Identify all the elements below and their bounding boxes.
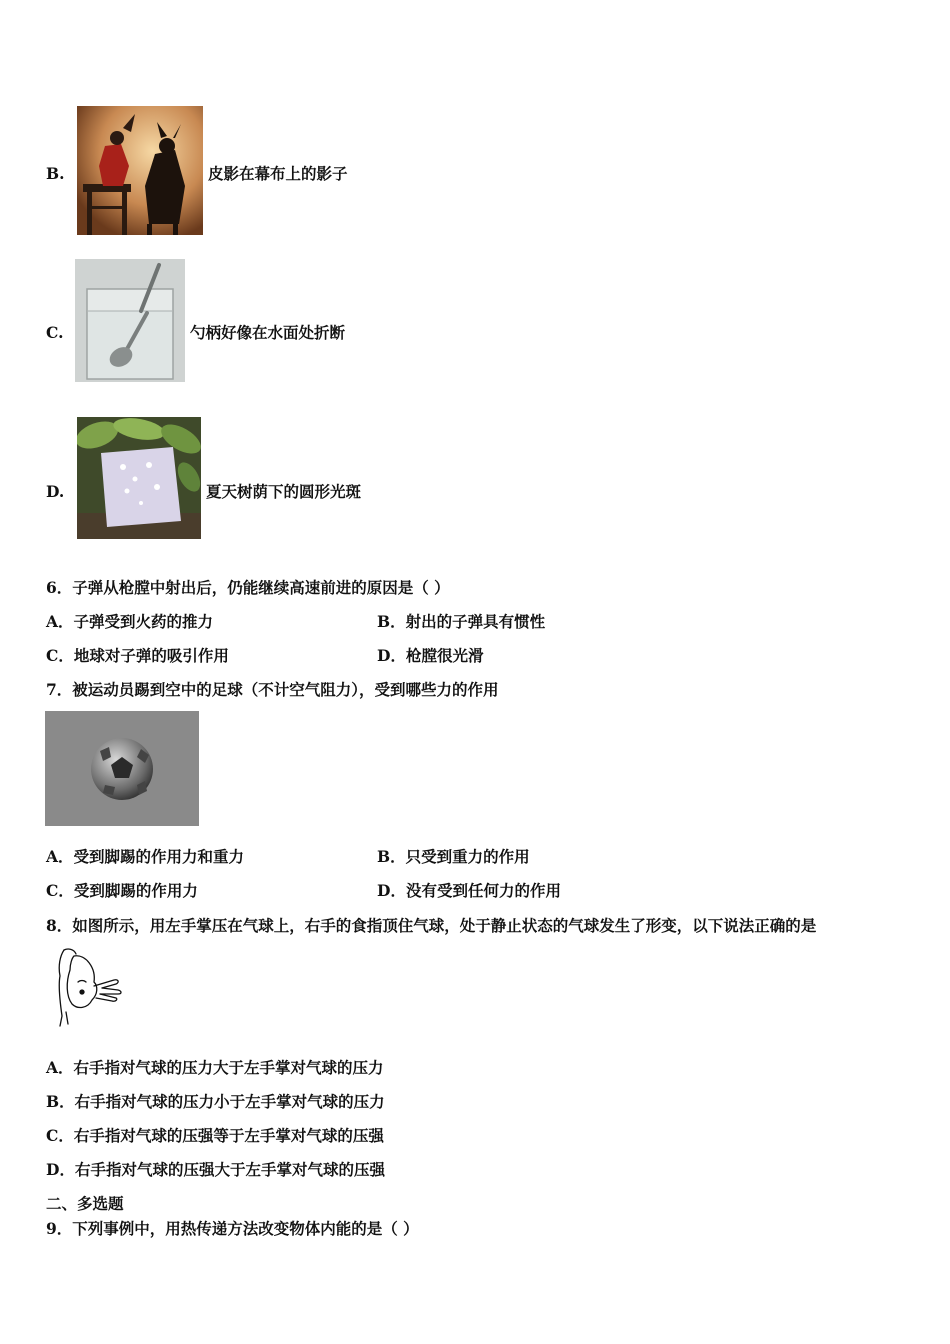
question-7-option-c: C．受到脚踢的作用力 [46, 881, 198, 900]
question-6-stem: 6．子弹从枪膛中射出后，仍能继续高速前进的原因是（ ） [46, 578, 450, 597]
soccer-ball-photo [45, 711, 199, 826]
question-6-option-b: B．射出的子弹具有惯性 [377, 612, 546, 631]
question-9-stem: 9．下列事例中，用热传递方法改变物体内能的是（ ） [46, 1219, 419, 1238]
question-7-option-b: B．只受到重力的作用 [377, 847, 530, 866]
option-letter-b: B. [46, 164, 65, 183]
question-8-option-a: A．右手指对气球的压力大于左手掌对气球的压力 [46, 1058, 384, 1077]
shadow-puppet-photo [77, 106, 203, 235]
question-7-stem: 7．被运动员踢到空中的足球（不计空气阻力），受到哪些力的作用 [46, 680, 499, 699]
question-8-option-b: B．右手指对气球的压力小于左手掌对气球的压力 [46, 1092, 385, 1111]
question-8-stem: 8．如图所示，用左手掌压在气球上，右手的食指顶住气球，处于静止状态的气球发生了形变，以下说法正确的是 [46, 916, 817, 935]
tree-shade-light-spots-photo [77, 417, 201, 539]
option-b-text: 皮影在幕布上的影子 [208, 164, 348, 183]
question-8-option-d: D．右手指对气球的压强大于左手掌对气球的压强 [46, 1160, 385, 1179]
option-letter-d: D. [46, 482, 65, 501]
question-7-option-a: A．受到脚踢的作用力和重力 [46, 847, 245, 866]
question-7-option-d: D．没有受到任何力的作用 [377, 881, 561, 900]
option-letter-c: C. [46, 323, 64, 342]
question-8-option-c: C．右手指对气球的压强等于左手掌对气球的压强 [46, 1126, 384, 1145]
question-6-option-c: C．地球对子弹的吸引作用 [46, 646, 229, 665]
spoon-in-water-photo [75, 259, 185, 382]
option-d-text: 夏天树荫下的圆形光斑 [206, 482, 362, 501]
question-6-option-a: A．子弹受到火药的推力 [46, 612, 214, 631]
question-6-option-d: D．枪膛很光滑 [377, 646, 484, 665]
section-2-title: 二、多选题 [46, 1194, 124, 1213]
option-c-text: 勺柄好像在水面处折断 [190, 323, 346, 342]
balloon-hands-sketch [52, 946, 126, 1028]
